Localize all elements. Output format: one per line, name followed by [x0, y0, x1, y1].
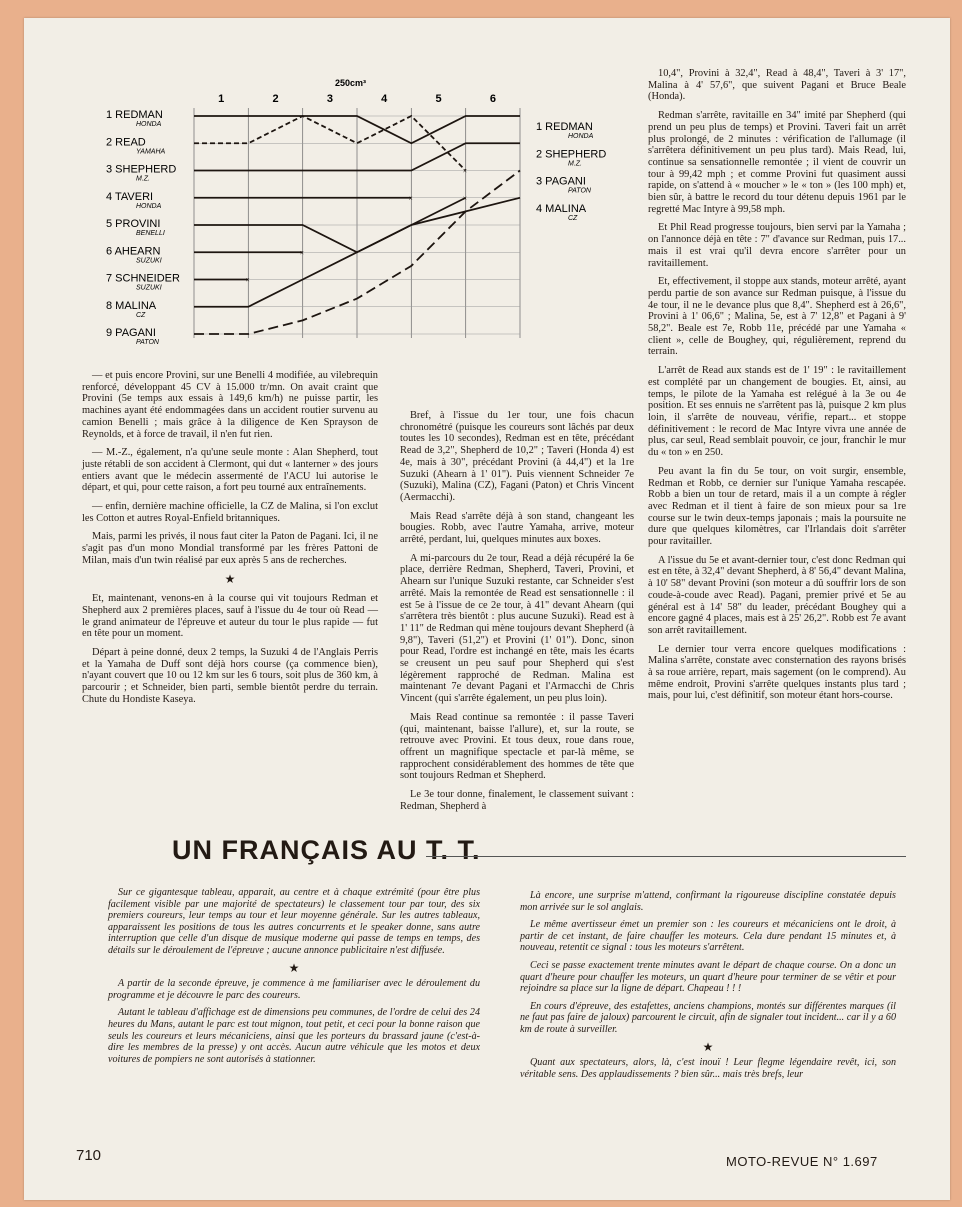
separator-star: ★: [288, 960, 300, 975]
left-rider-make: M.Z.: [136, 175, 150, 183]
article-column-1: [82, 370, 378, 713]
right-rider-label: 1 REDMAN: [536, 121, 593, 133]
col2-paragraph: Le 3e tour donne, finalement, le classement suivant : Redman, Shepherd à: [400, 789, 634, 812]
col1-paragraph: Mais, parmi les privés, il nous faut citer la Paton de Pagani. Ici, il ne s'agit pas d'un mono Mondial transformé par les frères Pattoni de Milan, mais d'un twin réalisé par eux après 5 ans de recherches.: [82, 531, 378, 566]
right-rider-label: 3 PAGANI: [536, 175, 586, 188]
col3-paragraph: L'arrêt de Read aux stands est de 1' 19" : le ravitaillement est complété par un changement de bougies. Et, ainsi, au temps, le pilote de la Yamaha est relégué à la 3e ou 4e position. Et ses ennuis ne s'arrêtent pas là, puisque 2 km plus loin, il s'arrête de nouveau, vérifie, repart... et stoppe définitivement : le record de Mac Intyre vivra une année de plus, car seul, Read semblait pouvoir, ce jour, franchir le mur du « ton » en 250.: [648, 365, 906, 459]
lap-label: 2: [272, 93, 279, 105]
left-rider-make: CZ: [136, 311, 146, 319]
col3-paragraph: Redman s'arrête, ravitaille en 34" imité par Shepherd (qui prend un peu plus de temps) et Provini. Taveri fait un arrêt plus prolongé, de 2 minutes : vérification de l'allumage (il s'arrêtera définitivement un peu plus tard). Mais Read, lui, continue sa sensationnelle remontée ; il vient de couvrir un tour à 99,42 mph ; et comme Provini fut quasiment aussi rapide, on s'attend à « moucher » le « ton » (les 100 mph) et, bien sûr, à battre le record du tour détenu depuis 1961 par le regretté Mac Intyre à 99,58 mph.: [648, 110, 906, 215]
left-rider-make: YAMAHA: [136, 148, 166, 156]
retirement-marker: ×: [299, 248, 305, 258]
left-rider-label: 7 SCHNEIDER: [106, 272, 180, 285]
col2-paragraph: Mais Read continue sa remontée : il passe Taveri (qui, maintenant, baisse l'allure), et, sur la route, se retrouve avec Provini. Et tous deux, roue dans roue, offrent un magnifique spectacle et par-là même, se rapprochent considérablement des hommes de tête que sont toujours Redman et Shepherd.: [400, 711, 634, 782]
col1-paragraph: — M.-Z., également, n'a qu'une seule monte : Alan Shepherd, tout juste rétabli de son accident à Clermont, qui dut « lanterner » des jours entiers avant que le médecin assermenté de l'ACU lui autorise le départ, et qui, pour cette raison, a fort peu tourné aux entraînements.: [82, 447, 378, 494]
left-rider-label: 5 PROVINI: [106, 218, 161, 230]
right-rider-make: CZ: [568, 214, 578, 222]
col3-paragraph: 10,4", Provini à 32,4", Read à 48,4", Taveri à 3' 17", Malina à 4' 57,6", que suivent Pagani et Bruce Beale (Honda).: [648, 68, 906, 103]
left-rider-make: HONDA: [136, 121, 162, 128]
lap-label: 1: [218, 93, 225, 105]
article-column-3: [648, 68, 906, 709]
col3-paragraph: Le dernier tour verra encore quelques modifications : Malina s'arrête, constate avec consternation des rayons brisés à sa roue arrière, repart, mais sagement (on le comprend). Au même endroit, Provini s'arrête quelques instants plus tard ; mais, pour lui, c'est définitif, son moteur étant hors-course.: [648, 643, 906, 702]
col3-paragraph: Et Phil Read progresse toujours, bien servi par la Yamaha ; on l'annonce déjà en tête : 7" d'avance sur Redman, puis 17... mais il est vrai qu'il devra encore s'arrêter pour un ravitaillement.: [648, 222, 906, 269]
italic2-paragraph: Ceci se passe exactement trente minutes avant le départ de chaque course. On a donc un quart d'heure pour chauffer les moteurs, un quart d'heure pour terminer de se vêtir et pour rejoindre sa place sur la ligne de départ. Chapeau ! ! !: [520, 959, 896, 995]
italic2-paragraph: Quant aux spectateurs, alors, là, c'est inouï ! Leur flegme légendaire revêt, ici, son véritable sens. Des applaudissements ? bien sûr... mais très brefs, leur: [520, 1057, 896, 1080]
page-number: 710: [76, 1147, 102, 1164]
left-rider-label: 6 AHEARN: [106, 245, 161, 258]
col1-paragraph: — enfin, dernière machine officielle, la CZ de Malina, si l'on exclut les Cotton et autres Royal-Enfield britanniques.: [82, 501, 378, 524]
right-rider-make: HONDA: [568, 133, 594, 140]
italic1-paragraph: Sur ce gigantesque tableau, apparait, au centre et à chaque extrémité (pour être plus facilement visible par une majorité de spectateurs) le classement tour par tour, des six premiers coureurs, leur temps au tour et leur moyenne générale. Sur les autres tableaux, apparaissent les positions de tous les autres concurrents et le speaker donne, sans autre interruption que celle d'un disque de musique moderne qui passe de temps en temps, des détails sur le déroulement de l'épreuve ; aucune annonce publicitaire n'est diffusée.: [108, 887, 480, 956]
left-rider-make: BENELLI: [136, 230, 165, 237]
lap-label: 3: [326, 93, 333, 105]
right-rider-label: 4 MALINA: [536, 202, 587, 215]
headline-rule: [426, 856, 906, 857]
col1-paragraph: Départ à peine donné, deux 2 temps, la Suzuki 4 de l'Anglais Perris et la Yamaha de Duff sont déjà hors course (ça commence bien), n'ayant couvert que 10 ou 12 km sur les 6 tours, soit plus de 360 km, à parcourir ; et Schneider, bien parti, semble bientôt perdre du terrain. Chute du Hondiste Kaseya.: [82, 647, 378, 705]
retirement-marker: ×: [462, 193, 468, 203]
left-rider-label: 1 REDMAN: [106, 109, 163, 121]
col3-paragraph: Et, effectivement, il stoppe aux stands, moteur arrêté, ayant perdu partie de son avance sur Redman puisque, à l'issue du 4e tour, il ne le devance plus que 8,4". Shepherd est à 26,6", Provini à 1' 06,6" ; Malina, 5e, est à 7' 12,8" et Pagani à 9' 58,2". Beale est 7e, Robb 11e, précédé par une Yamaha « client », celle de Boughey, qui, régulièrement, reprend du terrain.: [648, 276, 906, 358]
italic1-paragraph: A partir de la seconde épreuve, je commence à me familiariser avec le déroulement du programme et je découvre le parc des coureurs.: [108, 978, 480, 1001]
section-headline: UN FRANÇAIS AU T. T.: [172, 835, 481, 865]
left-rider-label: 3 SHEPHERD: [106, 163, 177, 176]
col1-paragraph: Et, maintenant, venons-en à la course qui vit toujours Redman et Shepherd aux 2 premières places, sauf à l'issue du 4e tour où Read — le grand animateur de l'épreuve et auteur du tour le plus rapide — fut en tête pour un moment.: [82, 593, 378, 640]
separator-star: ★: [224, 571, 236, 586]
lap-label: 6: [489, 93, 496, 105]
col2-paragraph: Mais Read s'arrête déjà à son stand, changeant les bougies. Robb, avec l'autre Yamaha, arrive, moteur arrêté, perdant, lui, quelques minutes aux boxes.: [400, 510, 634, 546]
retirement-marker: ×: [245, 275, 250, 285]
magazine-issue: MOTO-REVUE N° 1.697: [726, 1154, 878, 1169]
left-rider-make: SUZUKI: [136, 284, 162, 292]
left-rider-label: 8 MALINA: [106, 299, 157, 312]
col3-paragraph: Peu avant la fin du 5e tour, on voit surgir, ensemble, Redman et Robb, ce dernier sur l'unique Yamaha rescapée. Robb a bien un tour de retard, mais il a un compte à régler avec Redman et il tient à faire de son mieux pour sa 1re course sur le twin deux-temps japonais ; mais la poursuite ne dure que quelques kilomètres, car l'Irlandais doit s'arrêter pour ravitailler.: [648, 465, 906, 548]
col1-paragraph: — et puis encore Provini, sur une Benelli 4 modifiée, au vilebrequin renforcé, développant 45 CV à 15.000 tr/mn. On avait craint que Provini (5e temps aux essais à 149,6 km/h) ne puisse partir, les machines ayant été endommagées dans un accident routier survenu au camion Benelli ; mais grâce à la diligence de Ken Sprayson de Reynolds, et à force de travail, il n'en fut rien.: [82, 370, 378, 440]
right-rider-make: PATON: [568, 187, 591, 195]
italic1-paragraph: Autant le tableau d'affichage est de dimensions peu communes, de l'ordre de celui des 24 heures du Mans, autant le parc est tout mignon, tout petit, et ceci pour la bonne raison que seuls les coureurs et leurs mécaniciens, ainsi que les porteurs du brassard jaune (c'est-à-dire les membres de la presse) y ont accès. Aucun autre véhicule que les motos et deux voitures de pompiers ne sont autorisés à stationner.: [108, 1007, 480, 1065]
italic-column-1: [108, 887, 480, 1071]
left-rider-make: PATON: [136, 339, 159, 346]
left-rider-label: 2 READ: [106, 136, 146, 149]
left-rider-label: 9 PAGANI: [106, 327, 156, 339]
col2-paragraph: A mi-parcours du 2e tour, Read a déjà récupéré la 6e place, derrière Redman, Shepherd, Taveri, Provini, et Ahearn sur l'unique Suzuki restante, car Schneider s'est arrêté. Mais la remontée de Read est sensationnelle : il est 5e à l'issue de ce 2e tour, à 41" devant Ahearn (qui s'arrêtera très bientôt : plus aucune Suzuki). Read est à 1' 11" de Redman qui mène toujours devant Shepherd (à 9,8"), Taveri (51,2") et Provini (1' 01"). Donc, sinon pour Read, l'ordre est inchangé en tête, mais les écarts se creusent un peu sauf pour Shepherd qui s'est légèrement rapproché de Redman. Malina est maintenant 7e devant Pagani et l'Armacchi de Chris Vincent (qui s'arrête également, un peu plus loin).: [400, 552, 634, 705]
retirement-marker: ×: [462, 166, 468, 176]
article-column-2: [400, 410, 634, 820]
left-rider-label: 4 TAVERI: [106, 190, 154, 203]
italic2-paragraph: Là encore, une surprise m'attend, confirmant la rigoureuse discipline constatée depuis mon arrivée sur le sol anglais.: [520, 890, 896, 913]
italic-column-2: [520, 890, 896, 1086]
left-rider-make: HONDA: [136, 202, 162, 210]
left-rider-make: SUZUKI: [136, 257, 162, 265]
lap-label: 4: [381, 93, 388, 105]
lap-label: 5: [435, 93, 442, 105]
col3-paragraph: A l'issue du 5e et avant-dernier tour, c'est donc Redman qui est en tête, à 32,4" devant Shepherd, à 8' 56,4" devant Malina, à 10' 58" devant Provini (son moteur a dû souffrir lors de son coude-à-coude avec Read). Pagani, premier privé et 5e au général est à 14' 58" du leader, précédant Boughey qui a encore gagné 4 places, mais est à 25' 26,2". Robb est 7e avant son arrêt ravitaillement.: [648, 554, 906, 636]
right-rider-make: M.Z.: [568, 160, 582, 168]
retirement-marker: ×: [408, 193, 413, 203]
italic2-paragraph: Le même avertisseur émet un premier son : les coureurs et mécaniciens ont le droit, à partir de cet instant, de faire chauffer les moteurs. Cela dure pendant 15 minutes et, à nouveau, retentit ce signal : tous les moteurs s'arrêtent.: [520, 919, 896, 954]
right-rider-label: 2 SHEPHERD: [536, 148, 607, 161]
italic2-paragraph: En cours d'épreuve, des estafettes, anciens champions, montés sur différentes marques (il ne faut pas faire de jaloux) parcourent le circuit, afin de signaler tout incident... car il y a 60 km de route à surveiller.: [520, 1000, 896, 1035]
lap-position-chart: [100, 76, 640, 356]
col2-paragraph: Bref, à l'issue du 1er tour, une fois chacun chronométré (puisque les coureurs sont lâchés par deux toutes les 10 secondes), Redman est en tête, précédant Read de 3,2", Shepherd de 10,2" ; Taveri (Honda 4) est 4e, mais à 30", précédant Provini (à 44,4") et la 1re Suzuki (Ahearn à 1' 01"). Puis viennent Schneider 7e (Suzuki), Malina (CZ), Fagani (Paton) et Chris Vincent (Aermacchi).: [400, 410, 634, 503]
separator-star: ★: [702, 1039, 714, 1054]
chart-title: 250cm³: [335, 78, 367, 88]
